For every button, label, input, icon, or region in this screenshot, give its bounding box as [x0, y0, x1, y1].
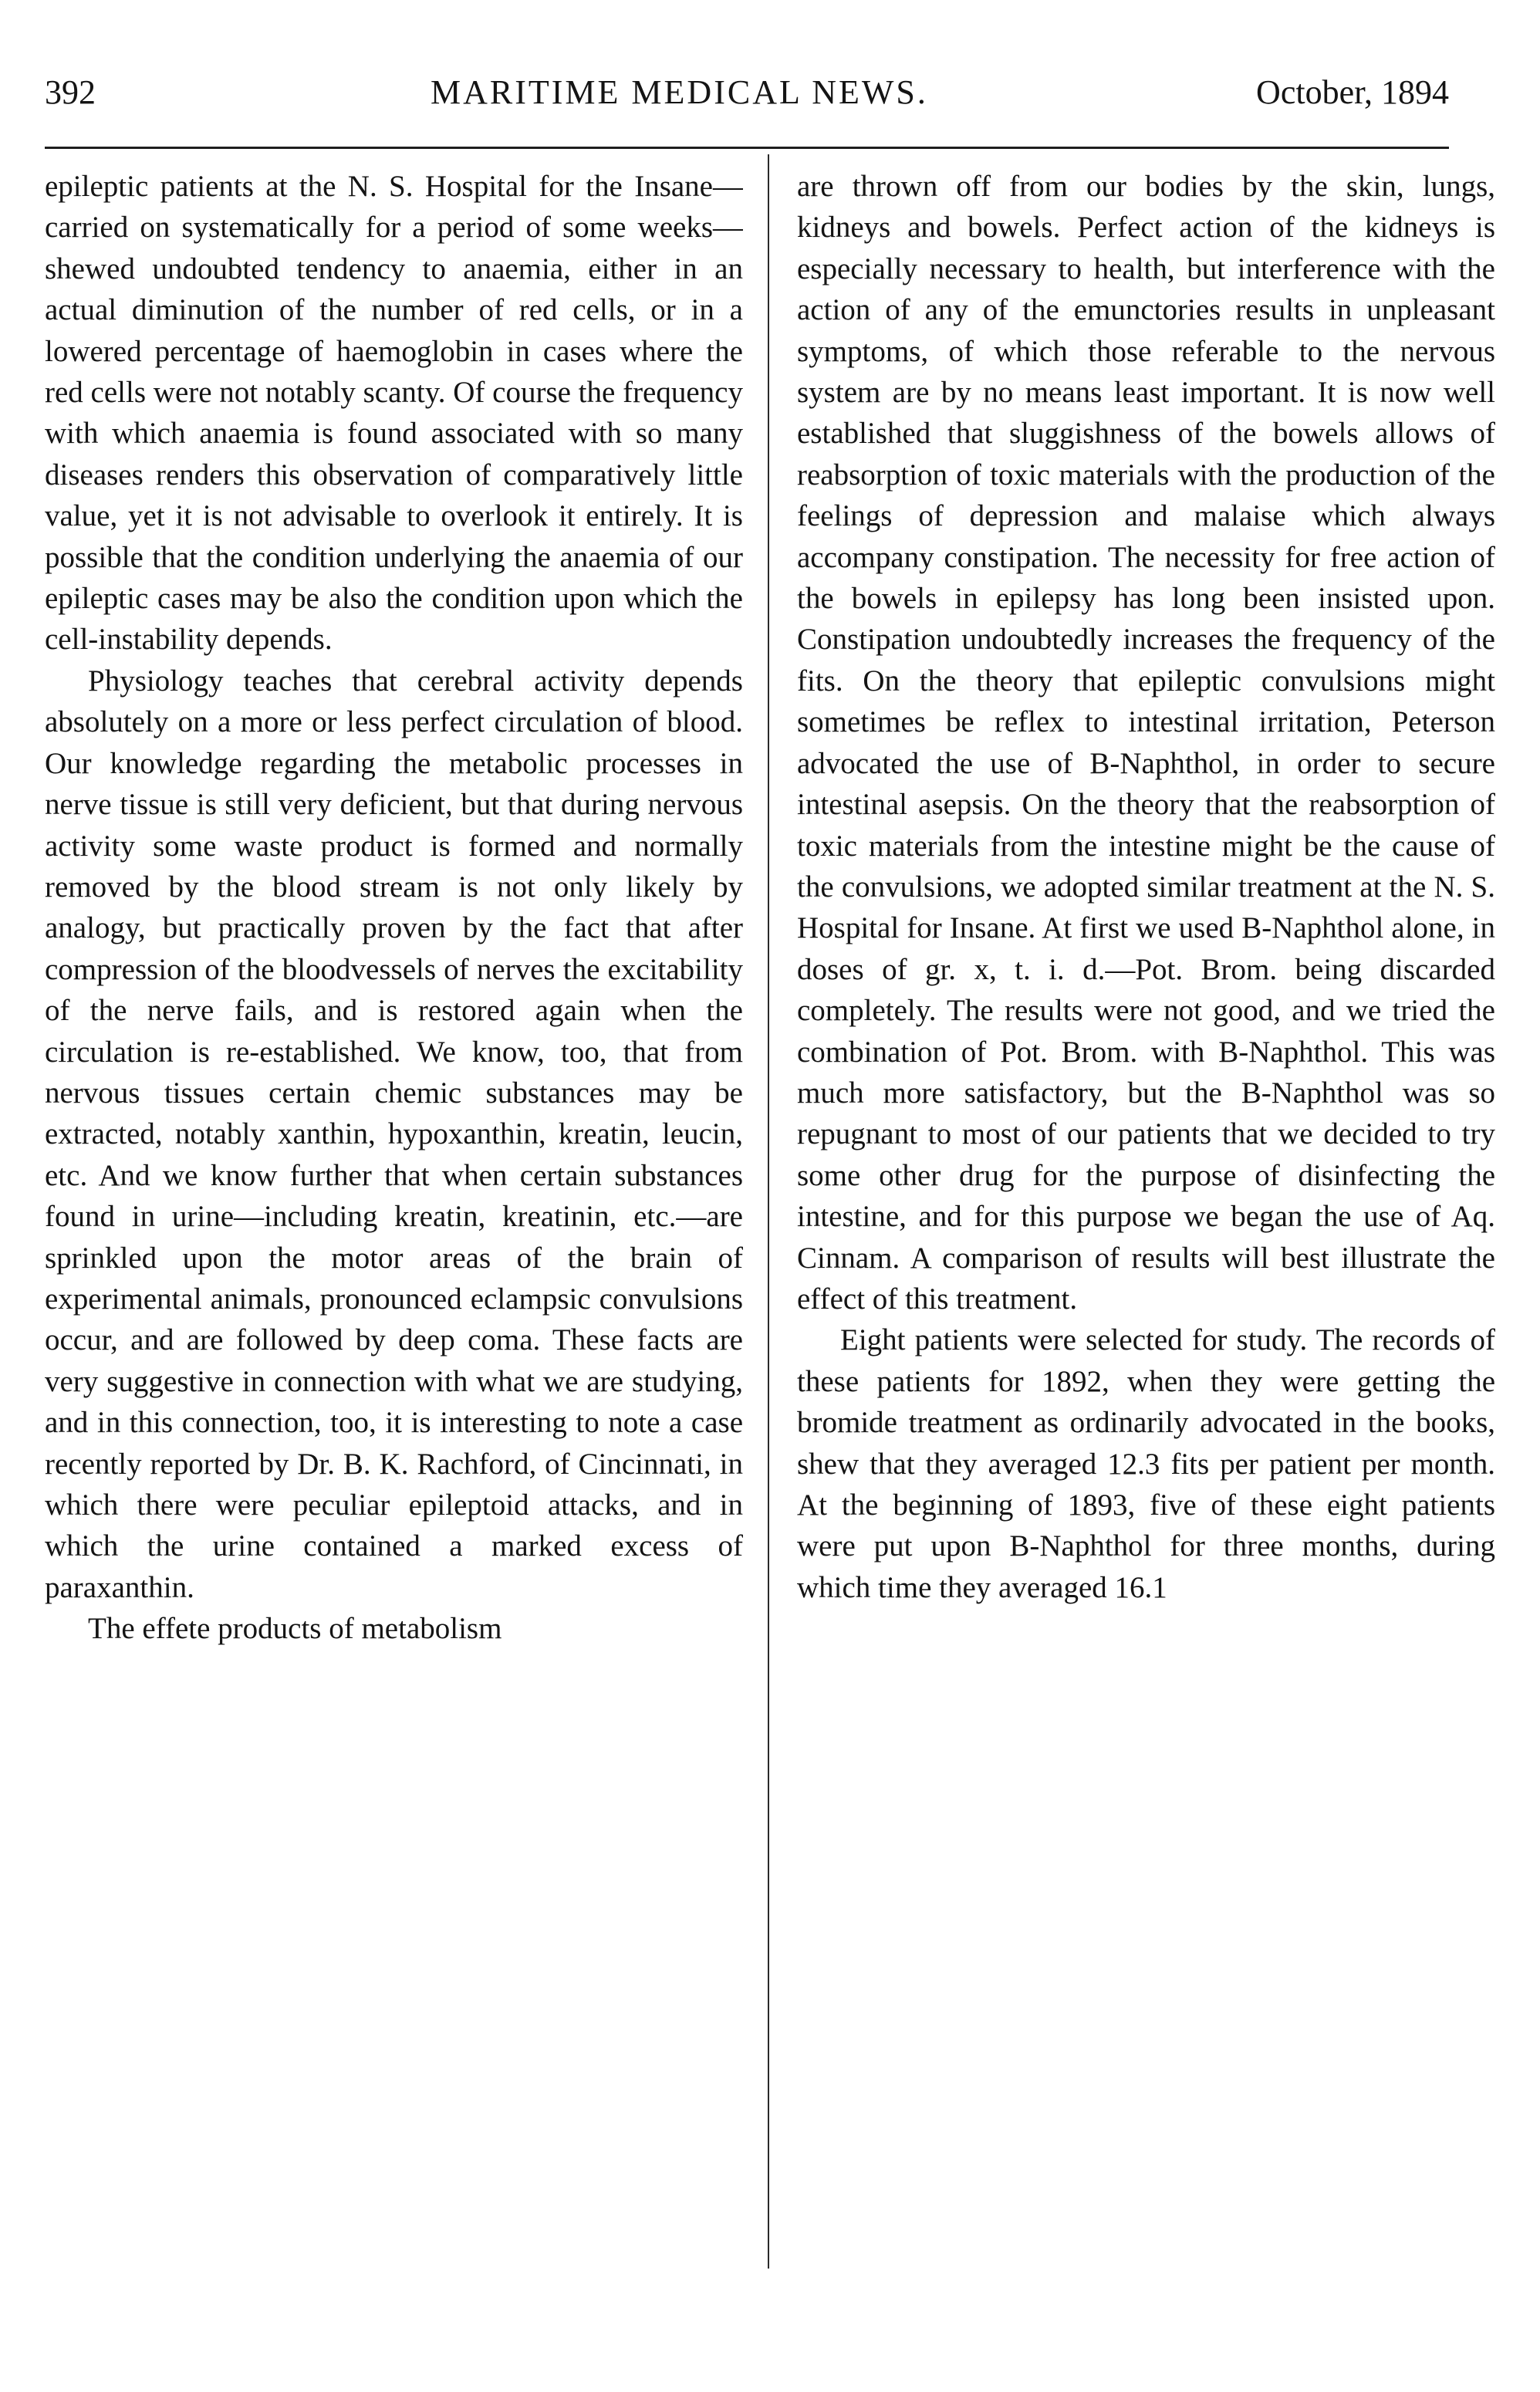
paragraph: The effete products of metabolism: [88, 1612, 502, 1646]
issue-date: October, 1894: [1256, 73, 1449, 111]
paragraph: Physiology teaches that cerebral activity depends absolutely on a more or less perfect circulation of blood. Our knowledge regarding the metabolic processes in nerve tissue is still very deficient, but that during nervous activity some waste product is formed and normally removed by the blood stream is not only likely by analogy, but practically proven by the fact that after compression of the bloodvessels of nerves the excitability of the nerve fails, and is restored again when the circulation is re-established. We know, too, that from nervous tissues certain chemic substances may be extracted, notably xanthin, hypoxanthin, kreatin, leucin, etc. And we know further that when certain substances found in urine—including kreatin, kreatinin, etc.—are sprinkled upon the motor areas of the brain of experimental animals, pronounced eclampsic convulsions occur, and are followed by deep coma. These facts are very suggestive in connection with what we are studying, and in this connection, too, it is interesting to note a case recently reported by Dr. B. K. Rachford, of Cincinnati, in which there were peculiar epileptoid attacks, and in which the urine contained a marked excess of paraxanthin.: [45, 664, 743, 1604]
page-number: 392: [45, 73, 96, 111]
journal-title: MARITIME MEDICAL NEWS.: [431, 73, 928, 111]
page-header: [45, 62, 1449, 123]
header-rule: [45, 147, 1449, 149]
column-divider: [768, 154, 769, 2269]
paragraph: are thrown off from our bodies by the skin, lungs, kidneys and bowels. Perfect action of the kidneys is especially necessary to health, but interference with the action of any of the emunctories results in unpleasant symptoms, of which those referable to the nervous system are by no means least important. It is now well established that sluggishness of the bowels allows of reabsorption of toxic materials with the production of the feelings of depression and malaise which always accompany constipation. The necessity for free action of the bowels in epilepsy has long been insisted upon. Constipation undoubtedly increases the frequency of the fits. On the theory that epileptic convulsions might sometimes be reflex to intestinal irritation, Peterson advocated the use of B-Naphthol, in order to secure intestinal asepsis. On the theory that the reabsorption of toxic materials from the intestine might be the cause of the convulsions, we adopted similar treatment at the N. S. Hospital for Insane. At first we used B-Naphthol alone, in doses of gr. x, t. i. d.—Pot. Brom. being discarded completely. The results were not good, and we tried the combination of Pot. Brom. with B-Naphthol. This was much more satisfactory, but the B-Naphthol was so repugnant to most of our patients that we decided to try some other drug for the purpose of disinfecting the intestine, and for this purpose we began the use of Aq. Cinnam. A comparison of results will best illustrate the effect of this treatment.: [797, 170, 1495, 1316]
paragraph: Eight patients were selected for study. The records of these patients for 1892, when they were getting the bromide treatment as ordinarily advocated in the books, shew that they averaged 12.3 fits per patient per month. At the beginning of 1893, five of these eight patients were put upon B-Naphthol for three months, during which time they averaged 16.1: [797, 1323, 1495, 1604]
right-column: [797, 166, 1495, 2357]
left-column: [45, 166, 743, 2357]
paragraph: epileptic patients at the N. S. Hospital for the Insane—carried on systematically for a period of some weeks—shewed undoubted tendency to anaemia, either in an actual diminution of the number of red cells, or in a lowered percentage of haemoglobin in cases where the red cells were not notably scanty. Of course the frequency with which anaemia is found associated with so many diseases renders this observation of comparatively little value, yet it is not advisable to overlook it entirely. It is possible that the condition underlying the anaemia of our epileptic cases may be also the condition upon which the cell-instability depends.: [45, 170, 743, 657]
